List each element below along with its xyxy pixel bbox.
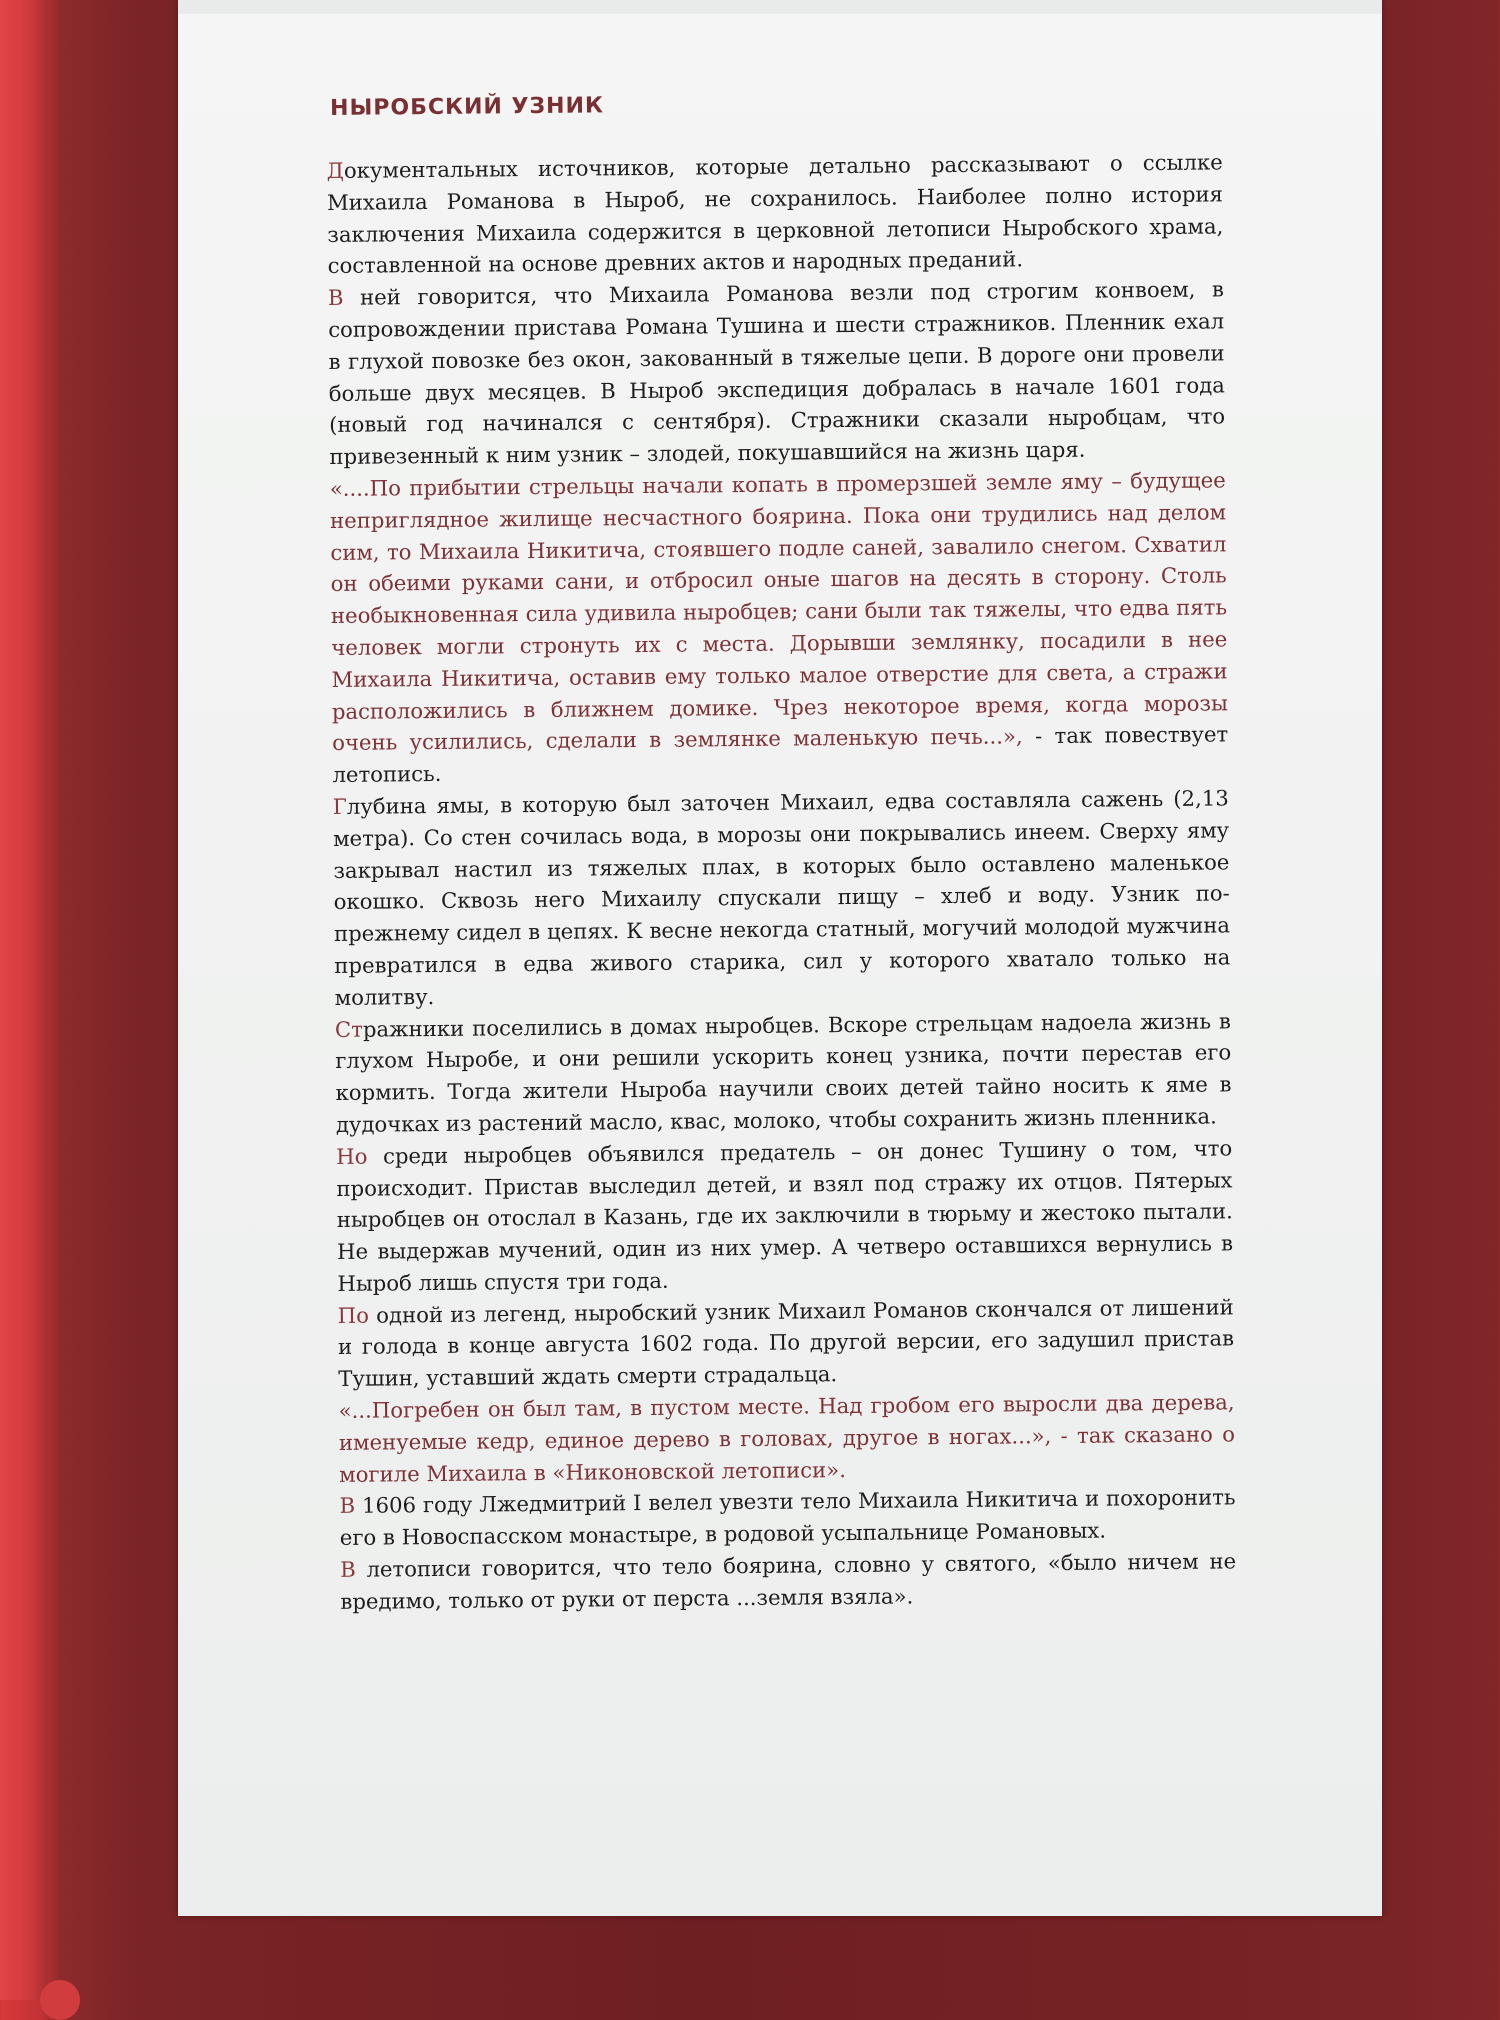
paragraph-6 bbox=[336, 1132, 1233, 1300]
paragraph-initial: Но bbox=[336, 1143, 367, 1168]
paragraph-text: летописи говорится, что тело боярина, словно у святого, «было ничем не вредимо, только от руки от перста ...земля взяла». bbox=[340, 1548, 1236, 1613]
paragraph-text: одной из легенд, ныробский узник Михаил Романов скончался от лишений и голода в конце августа 1602 года. По другой версии, его задушил пристав Тушин, уставший ждать смерти страдальца. bbox=[338, 1294, 1234, 1391]
paragraph-initial: В bbox=[340, 1557, 356, 1582]
paragraph-initial: Г bbox=[333, 794, 347, 819]
panel-top-strip bbox=[178, 0, 1382, 14]
paragraph-initial: Ст bbox=[335, 1016, 363, 1041]
paragraph-1 bbox=[327, 146, 1224, 282]
document-content bbox=[326, 87, 1237, 1617]
paragraph-initial: Д bbox=[327, 158, 344, 183]
paragraph-initial: В bbox=[328, 285, 344, 310]
paragraph-initial: В bbox=[339, 1493, 355, 1518]
paragraph-initial: По bbox=[338, 1302, 369, 1327]
paragraph-9 bbox=[339, 1482, 1236, 1554]
paragraph-text: среди ныробцев объявился предатель – он донес Тушину о том, что происходит. Пристав выследил детей, и взял под стражу их отцов. Пятерых ныробцев он отослал в Казань, где их заключили в тюрьму и жестоко пытали. Не выдержав мучений, один из них умер. А четверо оставшихся вернулись в Ныроб лишь спустя три года. bbox=[336, 1135, 1233, 1296]
paragraph-quote-nikon bbox=[338, 1386, 1235, 1490]
paragraph-2 bbox=[328, 274, 1226, 473]
quote-attribution: - так повествует летопись. bbox=[332, 722, 1228, 787]
paragraph-text: ней говорится, что Михаила Романова везли под строгим конвоем, в сопровождении пристава Романа Тушина и шести стражников. Пленник ехал в глухой повозке без окон, закованный в тяжелые цепи. В дороге они провели больше двух месяцев. В Ныроб экспедиция добралась в начале 1601 года (новый год начинался с сентября). Стражники сказали ныробцам, что привезенный к ним узник – злодей, покушавшийся на жизнь царя. bbox=[328, 277, 1225, 470]
corner-dot-decoration bbox=[40, 1980, 80, 2020]
quote-text: «...Погребен он был там, в пустом месте. Над гробом его выросли два дерева, именуемые кедр, единое дерево в головах, другое в ногах...», - так сказано о могиле Михаила в «Никоновской летописи». bbox=[338, 1389, 1235, 1486]
paragraph-text: 1606 году Лжедмитрий I велел увезти тело Михаила Никитича и похоронить его в Новоспасском монастыре, в родовой усыпальнице Романовых. bbox=[340, 1485, 1236, 1550]
paragraph-quote-chronicle bbox=[330, 464, 1229, 791]
paragraph-7 bbox=[338, 1291, 1235, 1395]
paragraph-text: окументальных источников, которые детально рассказывают о ссылке Михаила Романова в Ныроб, не сохранилось. Наиболее полно история заключения Михаила содержится в церковной летописи Ныробского храма, составленной на основе древних актов и народных преданий. bbox=[327, 149, 1224, 278]
red-edge-decoration bbox=[0, 0, 48, 2000]
paragraph-10 bbox=[340, 1545, 1237, 1617]
paragraph-text: лубина ямы, в которую был заточен Михаил, едва составляла сажень (2,13 метра). Со стен сочилась вода, в морозы они покрывались инеем. Сверху яму закрывал настил из тяжелых плах, в которых было оставлено маленькое окошко. Сквозь него Михаилу спускали пищу – хлеб и воду. Узник по-прежнему сидел в цепях. К весне некогда статный, могучий молодой мужчина превратился в едва живого старика, сил у которого хватало только на молитву. bbox=[333, 785, 1230, 1009]
document-title: НЫРОБСКИЙ УЗНИК bbox=[330, 87, 1222, 121]
paragraph-4 bbox=[333, 782, 1231, 1013]
paragraph-5 bbox=[335, 1005, 1232, 1141]
quote-text: «....По прибытии стрельцы начали копать в промерзшей земле яму – будущее неприглядное жилище несчастного боярина. Пока они трудились над делом сим, то Михаила Никитича, стоявшего подле саней, завалило снегом. Схватил он обеими руками сани, и отбросил оные шагов на десять в сторону. Столь необыкновенная сила удивила ныробцев; сани были так тяжелы, что едва пять человек могли стронуть их с места. Дорывши землянку, посадили в нее Михаила Никитича, оставив ему только малое отверстие для света, а стражи расположились в ближнем домике. Чрез некоторое время, когда морозы очень усилились, сделали в землянке маленькую печь...», bbox=[330, 467, 1228, 755]
paragraph-text: ражники поселились в домах ныробцев. Вскоре стрельцам надоела жизнь в глухом Ныробе, и они решили ускорить конец узника, почти перестав его кормить. Тогда жители Ныроба научили своих детей тайно носить к яме в дудочках из растений масло, квас, молоко, чтобы сохранить жизнь пленника. bbox=[335, 1008, 1232, 1137]
